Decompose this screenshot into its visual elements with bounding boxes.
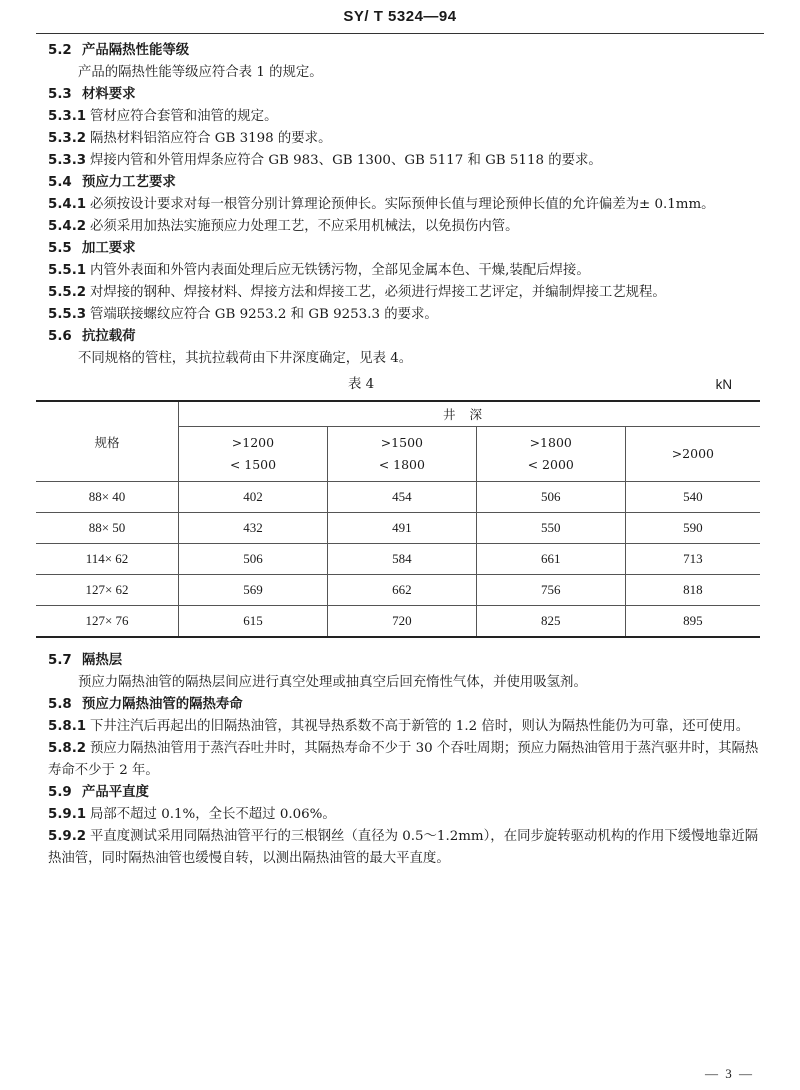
section-heading [48,238,764,260]
load-value-cell: 825 [476,606,625,638]
clause-text: 产品平直度 [82,785,149,800]
clause-text: 抗拉载荷 [82,329,136,344]
range-upper: < 1500 [229,457,277,472]
section-heading [48,650,764,672]
load-value-cell: 550 [476,513,625,544]
load-value-cell: 569 [179,575,328,606]
spec-cell: 127× 62 [36,575,179,606]
clause-text: 对焊接的钢种、焊接材料、焊接方法和焊接工艺，必须进行焊接工艺评定，并编制焊接工艺规程。 [90,285,666,300]
standard-code-header: SY/ T 5324—94 [343,8,457,25]
load-value-cell: 432 [179,513,328,544]
table-row [36,575,760,606]
clause-number: 5.3 [48,87,72,102]
clause-text: 产品隔热性能等级 [82,43,190,58]
clause-item [48,194,764,216]
clause-item [48,304,764,326]
table-row [36,544,760,575]
clause-number: 5.4.2 [48,219,87,234]
clause-item [48,128,764,150]
clause-text: 预应力隔热油管的隔热寿命 [82,697,243,712]
clause-text: 加工要求 [82,241,136,256]
clause-text: 管端联接螺纹应符合 GB 9253.2 和 GB 9253.3 的要求。 [90,307,438,322]
clause-number: 5.3.2 [48,131,87,146]
clause-text: 管材应符合套管和油管的规定。 [90,109,278,124]
section-heading [48,694,764,716]
load-value-cell: 584 [327,544,476,575]
section-blocks-top [48,40,764,370]
clause-number: 5.3.3 [48,153,87,168]
range-lower: >2000 [671,446,714,461]
spec-cell: 88× 40 [36,482,179,513]
table-unit: kN [715,377,732,392]
clause-number: 5.8 [48,697,72,712]
header-rule [36,33,764,34]
clause-number: 5.4 [48,175,72,190]
clause-number: 5.9 [48,785,72,800]
clause-number: 5.4.1 [48,197,87,212]
clause-item [48,826,764,870]
clause-number: 5.5 [48,241,72,256]
clause-number: 5.5.3 [48,307,87,322]
clause-item [48,150,764,172]
clause-number: 5.6 [48,329,72,344]
clause-item [48,106,764,128]
section-heading [48,84,764,106]
clause-number: 5.8.2 [48,741,87,756]
clause-number: 5.8.1 [48,719,87,734]
tensile-load-table [36,400,760,638]
clause-text: 必须采用加热法实施预应力处理工艺，不应采用机械法，以免损伤内管。 [90,219,519,234]
section-heading [48,40,764,62]
load-value-cell: 454 [327,482,476,513]
section-heading [48,782,764,804]
clause-text: 焊接内管和外管用焊条应符合 GB 983、GB 1300、GB 5117 和 GB 5118 的要求。 [90,153,602,168]
load-value-cell: 661 [476,544,625,575]
spec-cell: 114× 62 [36,544,179,575]
clause-number: 5.9.1 [48,807,87,822]
table-caption-row [48,374,764,396]
clause-item [48,282,764,304]
clause-number: 5.5.2 [48,285,87,300]
clause-text: 产品的隔热性能等级应符合表 1 的规定。 [78,65,323,80]
spec-header: 规格 [36,401,179,482]
page-number: — 3 — [705,1066,754,1081]
paragraph [48,672,764,694]
load-value-cell: 713 [625,544,760,575]
clause-text: 下井注汽后再起出的旧隔热油管，其视导热系数不高于新管的 1.2 倍时，则认为隔热性能仍为可靠，还可使用。 [90,719,750,734]
clause-number: 5.5.1 [48,263,87,278]
load-value-cell: 540 [625,482,760,513]
load-value-cell: 506 [476,482,625,513]
table-row [36,513,760,544]
clause-text: 内管外表面和外管内表面处理后应无铁锈污物，全部见金属本色、干燥,装配后焊接。 [90,263,590,278]
range-lower: >1800 [529,435,572,450]
clause-item [48,804,764,826]
clause-number: 5.7 [48,653,72,668]
depth-range-header [327,427,476,482]
clause-text: 预应力工艺要求 [82,175,176,190]
clause-text: 隔热材料铝箔应符合 GB 3198 的要求。 [90,131,332,146]
depth-range-header [179,427,328,482]
clause-text: 必须按设计要求对每一根管分别计算理论预伸长。实际预伸长值与理论预伸长值的允许偏差为± 0.1mm。 [90,197,715,212]
clause-text: 预应力隔热油管的隔热层间应进行真空处理或抽真空后回充惰性气体，并使用吸氢剂。 [78,675,587,690]
table-row [36,482,760,513]
paragraph [48,348,764,370]
section-heading [48,326,764,348]
load-value-cell: 506 [179,544,328,575]
load-value-cell: 720 [327,606,476,638]
clause-text: 不同规格的管柱，其抗拉载荷由下井深度确定，见表 4。 [78,351,413,366]
clause-number: 5.2 [48,43,72,58]
range-lower: >1200 [231,435,275,450]
clause-item [48,738,764,782]
section-heading [48,172,764,194]
table-row [36,606,760,638]
load-value-cell: 662 [327,575,476,606]
clause-number: 5.3.1 [48,109,87,124]
section-blocks-bottom [48,650,764,870]
clause-item [48,260,764,282]
clause-number: 5.9.2 [48,829,87,844]
spec-cell: 127× 76 [36,606,179,638]
document-body [48,40,764,870]
load-value-cell: 590 [625,513,760,544]
clause-text: 隔热层 [82,653,123,668]
clause-text: 预应力隔热油管用于蒸汽吞吐井时，其隔热寿命不少于 30 个吞吐周期；预应力隔热油管用于蒸汽驱井时，其隔热寿命不少于 2 年。 [48,741,759,778]
range-upper: < 1800 [378,457,425,472]
depth-range-header [476,427,625,482]
load-value-cell: 615 [179,606,328,638]
load-value-cell: 818 [625,575,760,606]
table-caption: 表 4 [348,377,375,392]
load-value-cell: 895 [625,606,760,638]
range-lower: >1500 [380,435,423,450]
clause-text: 材料要求 [82,87,136,102]
clause-text: 局部不超过 0.1%，全长不超过 0.06%。 [90,807,336,822]
clause-item [48,216,764,238]
range-upper: < 2000 [527,457,574,472]
clause-text: 平直度测试采用同隔热油管平行的三根钢丝（直径为 0.5～1.2mm），在同步旋转驱动机构的作用下缓慢地靠近隔热油管，同时隔热油管也缓慢自转，以测出隔热油管的最大平直度。 [48,829,759,866]
depth-range-header [625,427,760,482]
clause-item [48,716,764,738]
load-value-cell: 756 [476,575,625,606]
spec-cell: 88× 50 [36,513,179,544]
paragraph [48,62,764,84]
load-value-cell: 491 [327,513,476,544]
load-value-cell: 402 [179,482,328,513]
depth-group-header: 井深 [179,401,761,427]
